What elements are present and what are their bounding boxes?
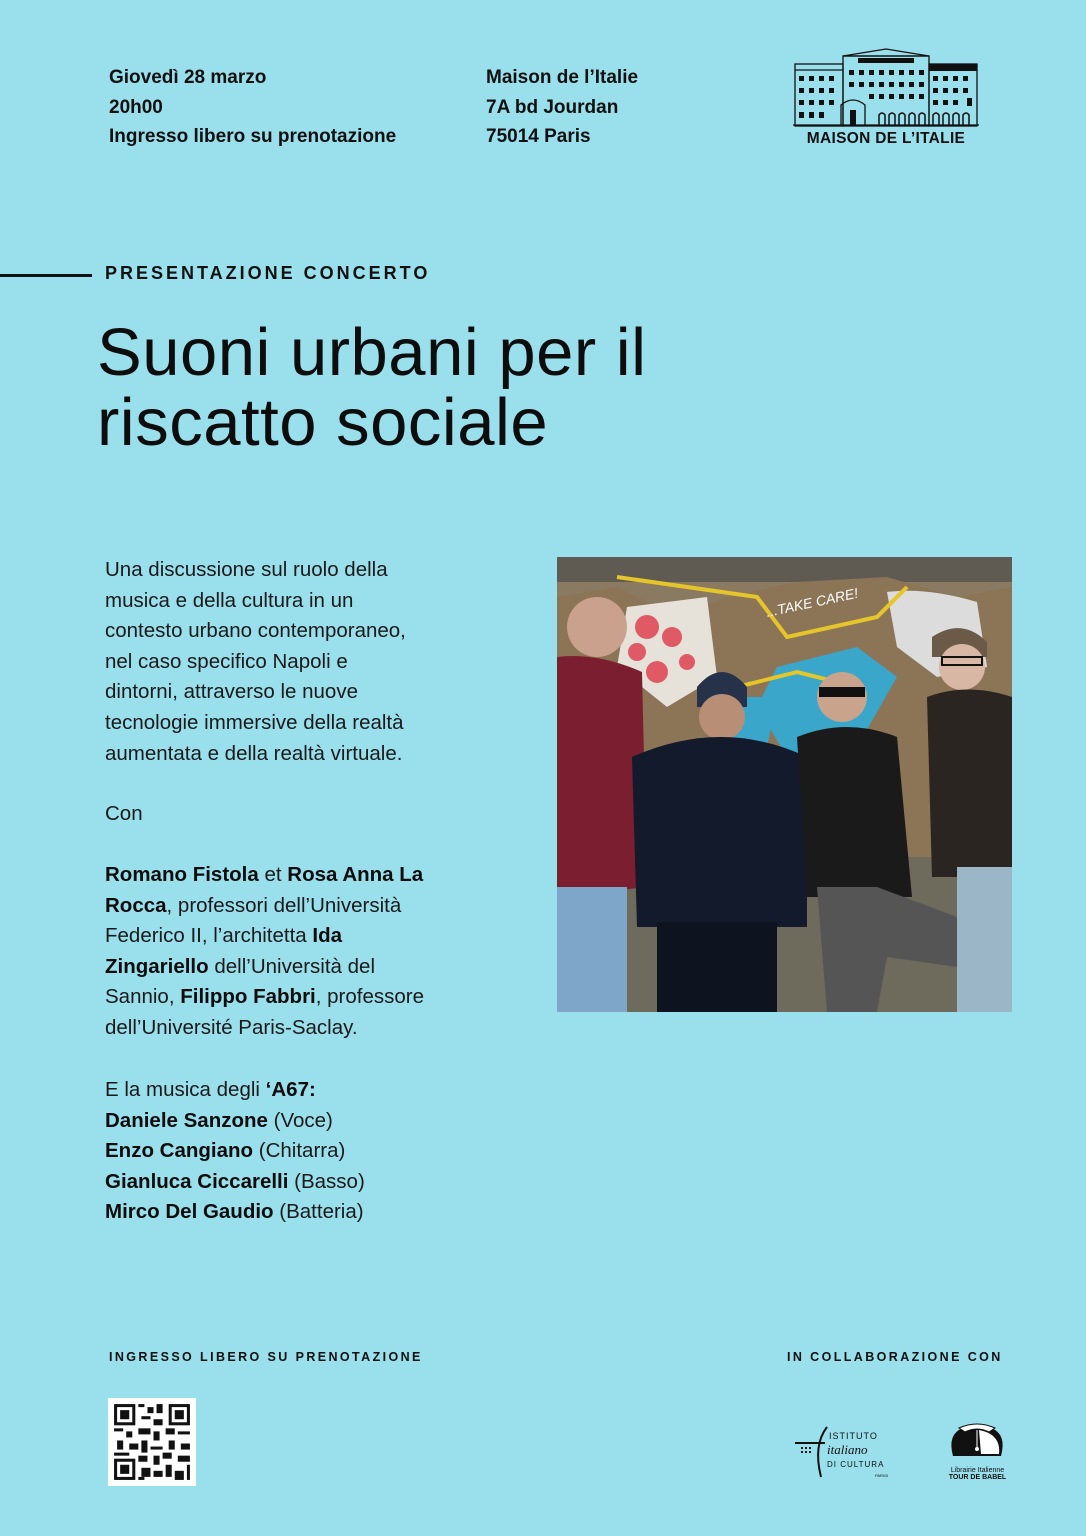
- description-line: aumentata e della realtà virtuale.: [105, 741, 403, 765]
- svg-text:PARIGI: PARIGI: [875, 1473, 889, 1478]
- qr-code[interactable]: [108, 1398, 196, 1486]
- speaker-name: Romano Fistola: [105, 863, 259, 886]
- iic-logo-icon: [795, 1425, 890, 1480]
- speaker-role: dell’Università del: [208, 954, 376, 978]
- footer-collab-label: IN COLLABORAZIONE CON: [787, 1350, 1003, 1364]
- member-role: (Voce): [267, 1108, 333, 1132]
- band-member: [105, 1197, 365, 1228]
- svg-text:DI CULTURA: DI CULTURA: [827, 1460, 885, 1469]
- babel-logo-icon: [945, 1422, 1010, 1462]
- page-title: [97, 315, 647, 460]
- building-icon: [793, 48, 979, 128]
- title-line-2: riscatto sociale: [97, 385, 549, 460]
- speakers: [105, 860, 424, 1044]
- description-line: nel caso specifico Napoli e: [105, 649, 348, 673]
- istituto-italiano-di-cultura-logo: [795, 1425, 890, 1480]
- band-lineup: [105, 1075, 365, 1228]
- venue-name: Maison de l’Italie: [486, 67, 639, 88]
- maison-de-litalie-logo: [793, 48, 979, 148]
- member-name: Gianluca Ciccarelli: [105, 1169, 289, 1193]
- venue-info: [486, 63, 638, 152]
- kicker-label: PRESENTAZIONE CONCERTO: [105, 263, 431, 283]
- venue-street: 7A bd Jourdan: [486, 96, 619, 118]
- title-line-1: Suoni urbani per il: [97, 315, 647, 390]
- band-member: [105, 1167, 365, 1198]
- connector-text: et: [258, 863, 288, 886]
- band-member: [105, 1136, 365, 1167]
- music-intro: E la musica degli: [105, 1078, 266, 1101]
- tour-de-babel-logo: [945, 1422, 1010, 1487]
- speaker-role: dell’Université Paris-Saclay.: [105, 1015, 358, 1039]
- speaker-name: Rosa Anna La: [287, 863, 424, 886]
- event-date: Giovedì 28 marzo: [109, 67, 267, 88]
- member-name: Daniele Sanzone: [105, 1108, 268, 1132]
- speaker-name: Filippo Fabbri: [180, 985, 316, 1009]
- member-name: Enzo Cangiano: [105, 1139, 254, 1163]
- speaker-role: , professore: [315, 985, 424, 1009]
- description: [105, 555, 406, 769]
- description-line: contesto urbano contemporaneo,: [105, 619, 406, 643]
- member-role: (Chitarra): [253, 1139, 346, 1163]
- babel-line-2: TOUR DE BABEL: [948, 1474, 1007, 1481]
- member-role: (Batteria): [273, 1200, 364, 1224]
- speaker-name: Ida: [312, 924, 342, 948]
- babel-line-1: Librairie Italienne: [950, 1467, 1005, 1474]
- footer-entry-label: INGRESSO LIBERO SU PRENOTAZIONE: [109, 1350, 423, 1364]
- qr-code-icon: [108, 1398, 196, 1486]
- con-label: Con: [105, 802, 143, 825]
- event-entry: Ingresso libero su prenotazione: [109, 126, 397, 147]
- description-line: Una discussione sul ruolo della: [105, 558, 388, 581]
- speaker-name: Zingariello: [105, 954, 209, 978]
- speaker-role: , professori dell’Università: [166, 893, 402, 917]
- speaker-role: Sannio,: [105, 985, 181, 1009]
- event-info: [109, 63, 396, 152]
- band-member: [105, 1106, 365, 1137]
- member-role: (Basso): [288, 1169, 365, 1193]
- kicker-rule: [0, 274, 92, 277]
- description-line: tecnologie immersive della realtà: [105, 710, 404, 734]
- svg-text:ISTITUTO: ISTITUTO: [829, 1431, 878, 1441]
- logo-caption: MAISON DE L’ITALIE: [806, 130, 966, 147]
- venue-city: 75014 Paris: [486, 126, 591, 147]
- band-photo: [557, 557, 1012, 1012]
- band-name: ‘A67:: [265, 1078, 316, 1101]
- member-name: Mirco Del Gaudio: [105, 1200, 274, 1224]
- graffiti-text: ...TAKE CARE!: [764, 584, 860, 620]
- event-time: 20h00: [109, 96, 163, 118]
- description-line: dintorni, attraverso le nuove: [105, 680, 358, 704]
- speaker-role: Federico II, l’architetta: [105, 924, 313, 948]
- svg-text:italiano: italiano: [827, 1442, 868, 1457]
- description-line: musica e della cultura in un: [105, 588, 354, 612]
- speaker-name: Rocca: [105, 893, 167, 917]
